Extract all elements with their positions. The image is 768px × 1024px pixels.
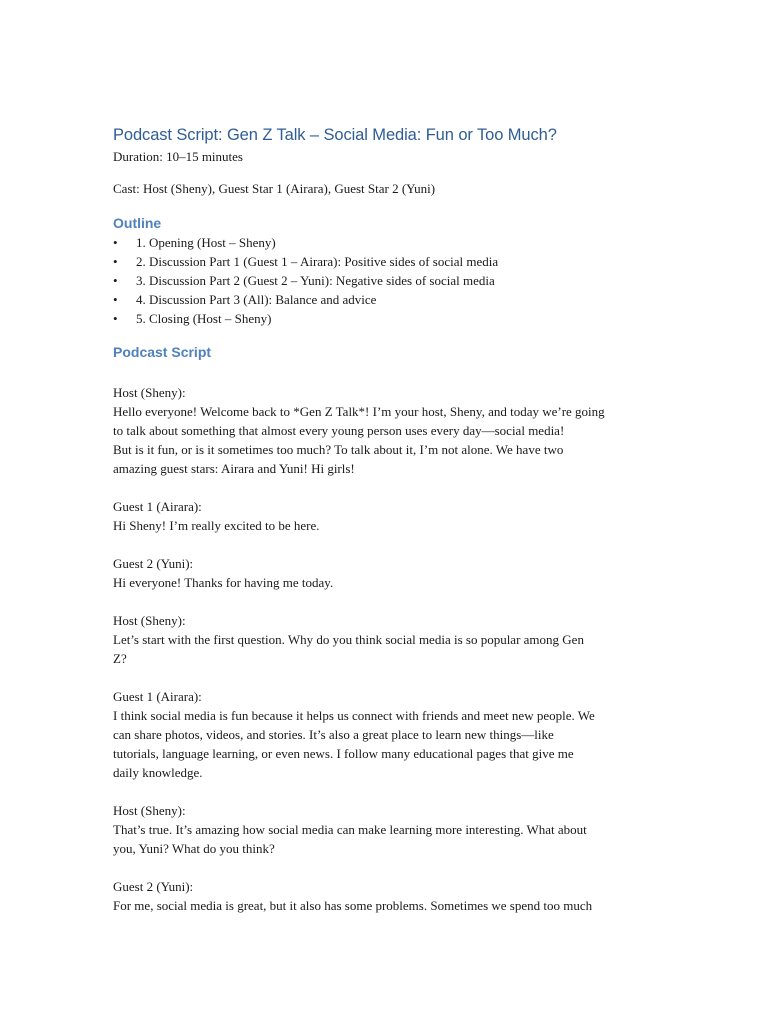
bullet-icon: • bbox=[113, 273, 118, 288]
speaker-label: Host (Sheny): bbox=[113, 803, 186, 818]
dialogue-line: Hello everyone! Welcome back to *Gen Z Talk*! I’m your host, Sheny, and today we’re going bbox=[113, 404, 605, 419]
outline-list bbox=[113, 233, 673, 328]
outline-heading: Outline bbox=[113, 215, 162, 231]
outline-item bbox=[113, 233, 673, 252]
outline-item bbox=[113, 290, 673, 309]
cast-text: Cast: Host (Sheny), Guest Star 1 (Airara), Guest Star 2 (Yuni) bbox=[113, 181, 436, 196]
dialogue-line: That’s true. It’s amazing how social media can make learning more interesting. What about bbox=[113, 822, 587, 837]
bullet-icon: • bbox=[113, 235, 118, 250]
dialogue-line: can share photos, videos, and stories. It’s also a great place to learn new things—like bbox=[113, 727, 554, 742]
speaker-label: Guest 1 (Airara): bbox=[113, 689, 202, 704]
bullet-icon: • bbox=[113, 311, 118, 326]
dialogue-block bbox=[113, 687, 673, 782]
bullet-icon: • bbox=[113, 292, 118, 307]
bullet-icon: • bbox=[113, 254, 118, 269]
dialogue-block bbox=[113, 554, 673, 592]
script-body bbox=[113, 383, 673, 915]
dialogue-line: For me, social media is great, but it also has some problems. Sometimes we spend too much bbox=[113, 898, 593, 913]
dialogue-block bbox=[113, 801, 673, 858]
dialogue-line: tutorials, language learning, or even news. I follow many educational pages that give me bbox=[113, 746, 574, 761]
outline-item-text: 1. Opening (Host – Sheny) bbox=[136, 235, 276, 250]
speaker-label: Guest 1 (Airara): bbox=[113, 499, 202, 514]
dialogue-line: I think social media is fun because it helps us connect with friends and meet new people. We bbox=[113, 708, 595, 723]
document-page bbox=[113, 124, 673, 915]
dialogue-line: But is it fun, or is it sometimes too much? To talk about it, I’m not alone. We have two bbox=[113, 442, 564, 457]
script-heading: Podcast Script bbox=[113, 344, 212, 360]
dialogue-line: Let’s start with the first question. Why do you think social media is so popular among Gen bbox=[113, 632, 584, 647]
speaker-label: Host (Sheny): bbox=[113, 385, 186, 400]
speaker-label: Guest 2 (Yuni): bbox=[113, 879, 194, 894]
document-title: Podcast Script: Gen Z Talk – Social Media: Fun or Too Much? bbox=[113, 126, 557, 144]
outline-item-text: 4. Discussion Part 3 (All): Balance and advice bbox=[136, 292, 377, 307]
dialogue-block bbox=[113, 611, 673, 668]
dialogue-line: Hi everyone! Thanks for having me today. bbox=[113, 575, 334, 590]
dialogue-block bbox=[113, 383, 673, 478]
dialogue-block bbox=[113, 877, 673, 915]
outline-item bbox=[113, 252, 673, 271]
outline-item-text: 2. Discussion Part 1 (Guest 1 – Airara): Positive sides of social media bbox=[136, 254, 499, 269]
duration-text: Duration: 10–15 minutes bbox=[113, 149, 243, 164]
outline-item bbox=[113, 271, 673, 290]
dialogue-line: to talk about something that almost every young person uses every day—social media! bbox=[113, 423, 565, 438]
outline-item bbox=[113, 309, 673, 328]
dialogue-line: Z? bbox=[113, 651, 127, 666]
dialogue-line: daily knowledge. bbox=[113, 765, 203, 780]
outline-item-text: 5. Closing (Host – Sheny) bbox=[136, 311, 272, 326]
speaker-label: Host (Sheny): bbox=[113, 613, 186, 628]
dialogue-block bbox=[113, 497, 673, 535]
outline-item-text: 3. Discussion Part 2 (Guest 2 – Yuni): Negative sides of social media bbox=[136, 273, 495, 288]
dialogue-line: amazing guest stars: Airara and Yuni! Hi girls! bbox=[113, 461, 355, 476]
speaker-label: Guest 2 (Yuni): bbox=[113, 556, 194, 571]
dialogue-line: Hi Sheny! I’m really excited to be here. bbox=[113, 518, 320, 533]
dialogue-line: you, Yuni? What do you think? bbox=[113, 841, 275, 856]
